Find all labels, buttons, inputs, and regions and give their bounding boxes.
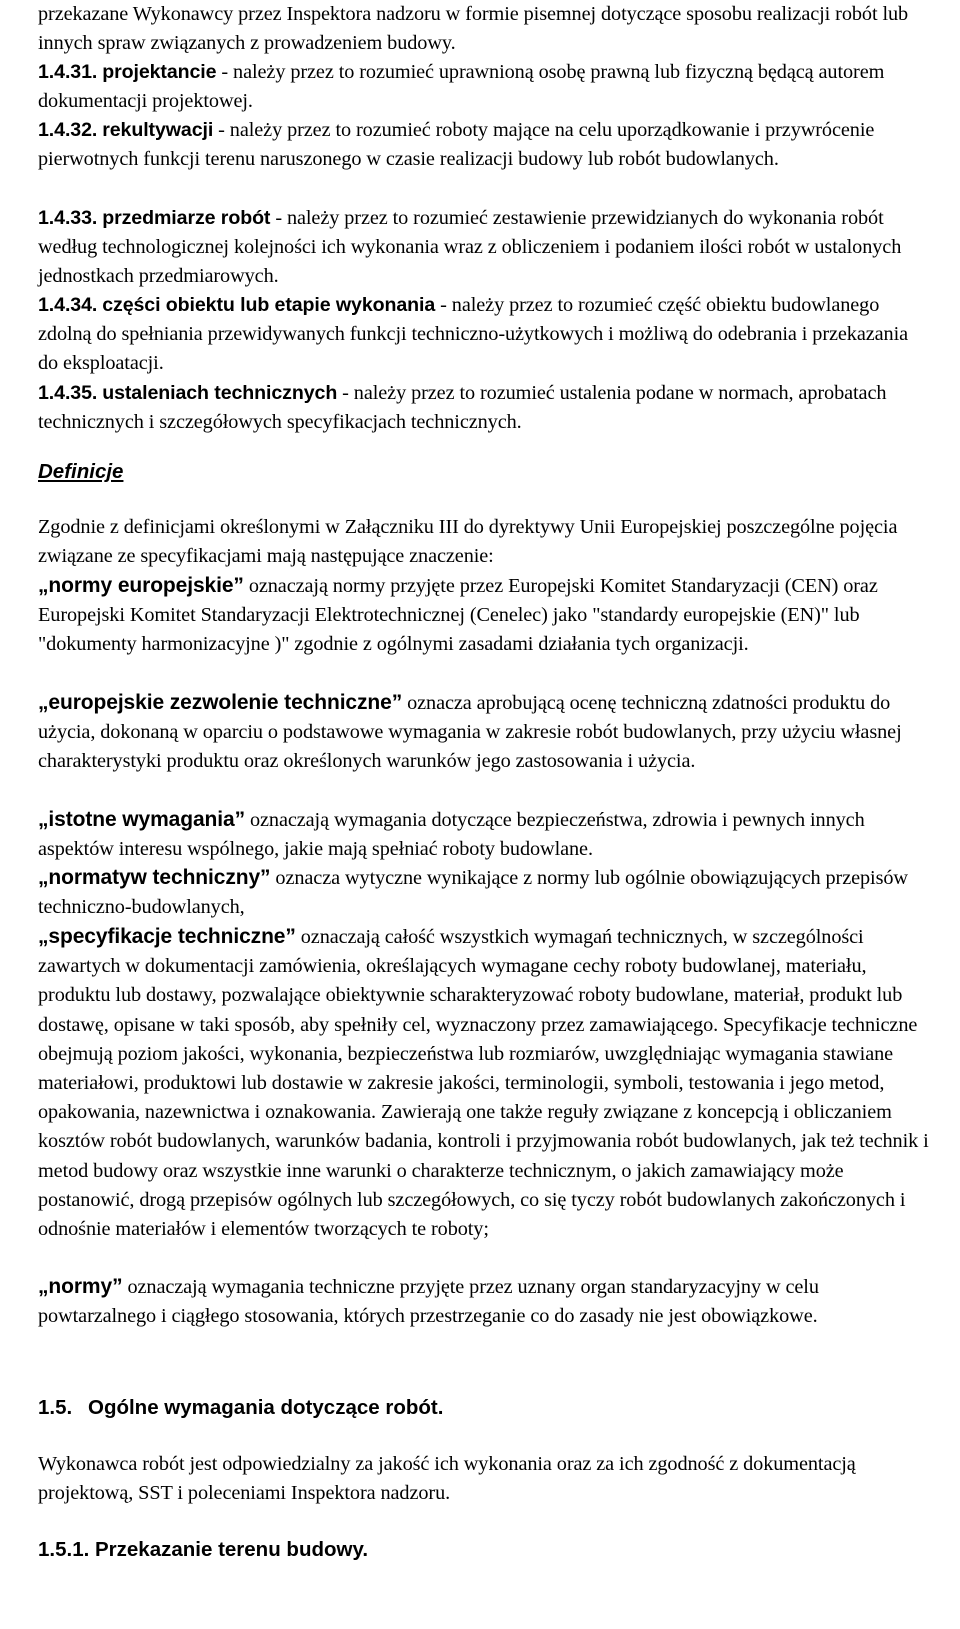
definition-1-4-32: [38, 116, 932, 174]
definition-term: projektancie: [102, 61, 217, 83]
definition-number: 1.4.35.: [38, 382, 98, 404]
definicje-text: oznacza wytyczne wynikające z normy lub ogólnie obowiązujących przepisów techniczno-budowlanych,: [38, 867, 908, 919]
definicje-term: „normy”: [38, 1275, 123, 1298]
definicje-term: „istotne wymagania”: [38, 808, 245, 831]
definition-term: rekultywacji: [102, 119, 214, 141]
definicje-item-istotne-wymagania: [38, 805, 932, 864]
definicje-intro: Zgodnie z definicjami określonymi w Załączniku III do dyrektywy Unii Europejskiej poszczególne pojęcia związane ze specyfikacjami mają następujące znaczenie:: [38, 516, 898, 568]
intro-continuation: przekazane Wykonawcy przez Inspektora nadzoru w formie pisemnej dotyczące sposobu realizacji robót lub innych spraw związanych z prowadzeniem budowy.: [38, 3, 909, 55]
definition-text: - należy przez to rozumieć zestawienie przewidzianych do wykonania robót według technologicznej kolejności ich wykonania wraz z obliczeniem i podaniem ilości robót w ustalonych jednostkach przedmiarowych.: [38, 207, 902, 288]
section-1-5-text: Wykonawca robót jest odpowiedzialny za jakość ich wykonania oraz za ich zgodność z dokumentacją projektową, SST i poleceniami Inspektora nadzoru.: [38, 1453, 856, 1505]
definition-text: - należy przez to rozumieć roboty mające na celu uporządkowanie i przywrócenie pierwotnych funkcji terenu naruszonego w czasie realizacji budowy lub robót budowlanych.: [38, 119, 875, 171]
definition-1-4-35: [38, 379, 932, 437]
definicje-term: „specyfikacje techniczne”: [38, 925, 296, 948]
definicje-item-europejskie-zezwolenie: [38, 688, 932, 777]
section-1-5-heading: [38, 1394, 932, 1422]
definicje-text: oznaczają normy przyjęte przez Europejski Komitet Standaryzacji (CEN) oraz Europejski Komitet Standaryzacji Elektrotechnicznej (Cenelec) jako "standardy europejskie (EN)" lub "dokumenty harmonizacyjne )" zgodnie z ogólnymi zasadami działania tych organizacji.: [38, 575, 878, 656]
definition-text: - należy przez to rozumieć uprawnioną osobę prawną lub fizyczną będącą autorem dokumentacji projektowej.: [38, 61, 885, 113]
definition-text: - należy przez to rozumieć część obiektu budowlanego zdolną do spełniania przewidywanych funkcji techniczno-użytkowych i możliwą do odebrania i przekazania do eksploatacji.: [38, 294, 909, 375]
definicje-term: „normy europejskie”: [38, 574, 244, 597]
definicje-item-normy-europejskie: [38, 571, 932, 660]
definition-number: 1.4.32.: [38, 119, 98, 141]
definicje-item-normy: [38, 1272, 932, 1331]
section-1-5-1-heading: [38, 1536, 932, 1564]
definition-number: 1.4.34.: [38, 294, 98, 316]
definicje-text: oznaczają wymagania techniczne przyjęte przez uznany organ standaryzacyjny w celu powtarzalnego i ciągłego stosowania, których przestrzeganie co do zasady nie jest obowiązkowe.: [38, 1276, 819, 1328]
section-number: 1.5.: [38, 1396, 73, 1419]
definition-number: 1.4.31.: [38, 61, 98, 83]
definicje-term: „normatyw techniczny”: [38, 866, 271, 889]
definicje-item-specyfikacje-techniczne: [38, 922, 932, 1244]
definition-term: ustaleniach technicznych: [102, 382, 338, 404]
section-title: Przekazanie terenu budowy.: [95, 1538, 369, 1561]
definition-1-4-34: [38, 291, 932, 379]
section-title: Ogólne wymagania dotyczące robót.: [88, 1396, 444, 1419]
definition-1-4-33: [38, 204, 932, 292]
definicje-text: oznaczają całość wszystkich wymagań technicznych, w szczególności zawartych w dokumentacji zamówienia, określających wymagane cechy roboty budowlanej, materiału, produktu lub dostawy, pozwalające obiektywnie scharakteryzować roboty budowlane, materiał, produkt lub dostawę, opisane w taki sposób, aby spełniły cel, wyznaczony przez zamawiającego. Specyfikacje techniczne obejmują poziom jakości, wykonania, bezpieczeństwa lub rozmiarów, uwzględniając wymagania stawiane materiałowi, produktowi lub dostawie w zakresie jakości, terminologii, symboli, testowania i jego metod, opakowania, nazewnictwa i oznakowania. Zawierają one także reguły związane z koncepcją i obliczaniem kosztów robót budowlanych, warunków badania, kontroli i przyjmowania robót budowlanych, jak też technik i metod budowy oraz wszystkie inne warunki o charakterze technicznym, o jakich zamawiający może postanowić, drogą przepisów ogólnych lub szczegółowych, co się tyczy robót budowlanych zakończonych i odnośnie materiałów i elementów tworzących te roboty;: [38, 926, 929, 1241]
definition-term: przedmiarze robót: [102, 207, 271, 229]
definicje-heading: Definicje: [38, 460, 124, 483]
definition-text: - należy przez to rozumieć ustalenia podane w normach, aprobatach technicznych i szczegółowych specyfikacjach technicznych.: [38, 382, 887, 434]
definicje-term: „europejskie zezwolenie techniczne”: [38, 691, 403, 714]
definicje-text: oznaczają wymagania dotyczące bezpieczeństwa, zdrowia i pewnych innych aspektów interesu wspólnego, jakie mają spełniać roboty budowlane.: [38, 809, 865, 861]
definition-term: części obiektu lub etapie wykonania: [102, 294, 436, 316]
section-number: 1.5.1.: [38, 1538, 90, 1561]
definition-1-4-31: [38, 58, 932, 116]
definition-number: 1.4.33.: [38, 207, 98, 229]
definicje-item-normatyw-techniczny: [38, 863, 932, 922]
definicje-text: oznacza aprobującą ocenę techniczną zdatności produktu do użycia, dokonaną w oparciu o podstawowe wymagania w zakresie robót budowlanych, przy użyciu własnej charakterystyki produktu oraz określonych warunków jego zastosowania i użycia.: [38, 692, 902, 773]
